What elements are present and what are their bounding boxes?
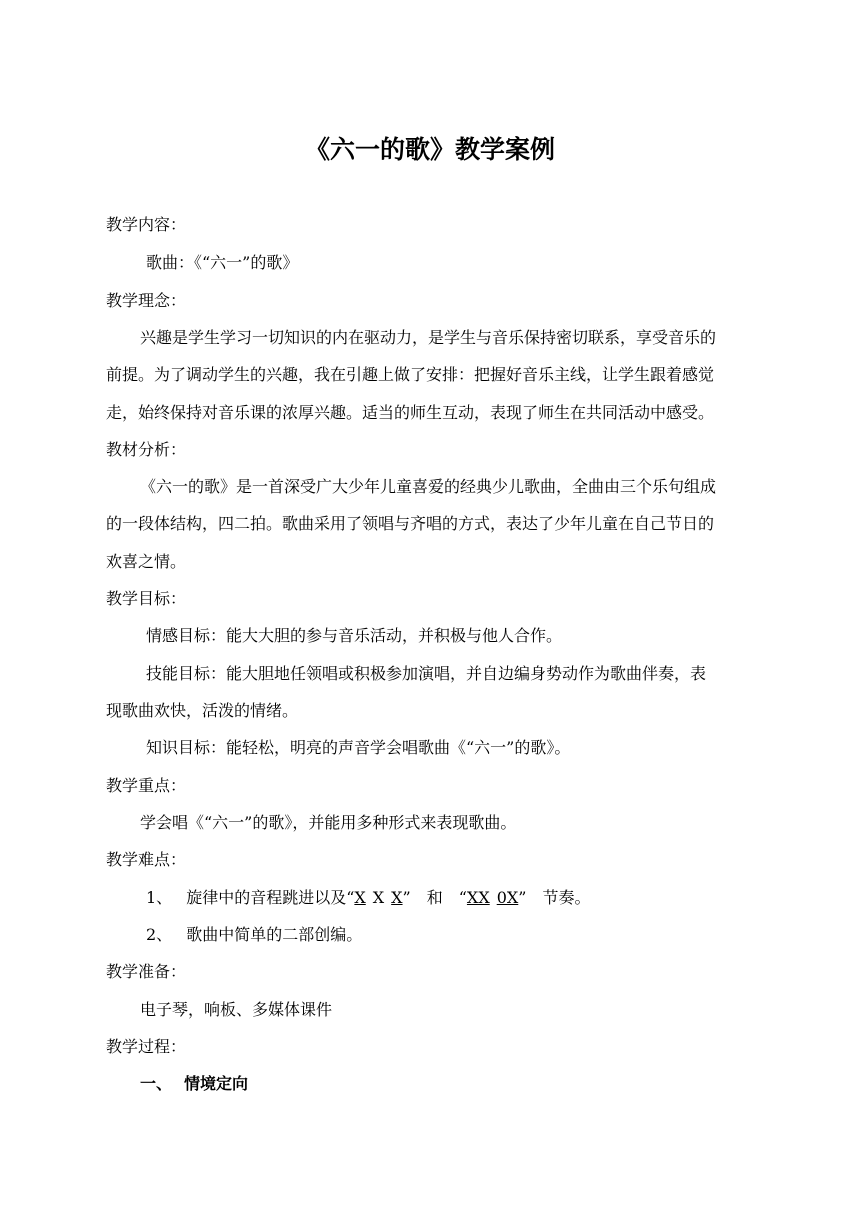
process-step-title: 情境定向 — [184, 1074, 249, 1093]
rhythm-note: X — [372, 888, 385, 907]
document-title: 《六一的歌》教学案例 — [304, 135, 555, 164]
list-number: 1、 — [146, 888, 173, 907]
difficulty-heading: 教学难点： — [106, 850, 187, 869]
content-song: 歌曲：《“六一”的歌》 — [146, 253, 299, 272]
philosophy-heading: 教学理念： — [106, 291, 187, 310]
philosophy-line: 走，始终保持对音乐课的浓厚兴趣。适当的师生互动，表现了师生在共同活动中感受。 — [106, 403, 715, 422]
philosophy-line: 前提。为了调动学生的兴趣，我在引趣上做了安排：把握好音乐主线，让学生跟着感觉 — [106, 365, 715, 384]
difficulty-text: ” 和 “ — [402, 888, 467, 907]
rhythm-note: 0X — [496, 888, 519, 907]
difficulty-item-2 — [146, 923, 362, 947]
content-heading: 教学内容： — [106, 215, 187, 234]
analysis-line: 《六一的歌》是一首深受广大少年儿童喜爱的经典少儿歌曲，全曲由三个乐句组成 — [140, 477, 717, 496]
process-step-1 — [140, 1072, 248, 1096]
rhythm-note: XX — [466, 888, 490, 907]
difficulty-text: 旋律中的音程跳进以及“ — [186, 888, 355, 907]
analysis-line: 欢喜之情。 — [106, 552, 187, 571]
prep-heading: 教学准备： — [106, 962, 187, 981]
key-heading: 教学重点： — [106, 776, 187, 795]
difficulty-text: 歌曲中简单的二部创编。 — [186, 925, 363, 944]
philosophy-line: 兴趣是学生学习一切知识的内在驱动力，是学生与音乐保持密切联系，享受音乐的 — [140, 328, 717, 347]
goal-knowledge: 知识目标：能轻松，明亮的声音学会唱歌曲《“六一”的歌》。 — [146, 738, 571, 757]
difficulty-text: ” 节奏。 — [518, 888, 591, 907]
key-text: 学会唱《“六一”的歌》，并能用多种形式来表现歌曲。 — [140, 813, 517, 832]
rhythm-note: X — [354, 888, 366, 907]
list-number: 一、 — [140, 1074, 173, 1093]
prep-text: 电子琴，响板、多媒体课件 — [140, 1000, 333, 1019]
goal-emotion: 情感目标：能大大胆的参与音乐活动，并积极与他人合作。 — [146, 626, 563, 645]
rhythm-note: X — [391, 888, 403, 907]
process-heading: 教学过程： — [106, 1037, 187, 1056]
list-number: 2、 — [146, 925, 173, 944]
goal-skill-line: 现歌曲欢快，活泼的情绪。 — [106, 701, 299, 720]
analysis-line: 的一段体结构，四二拍。歌曲采用了领唱与齐唱的方式，表达了少年儿童在自己节日的 — [106, 514, 715, 533]
analysis-heading: 教材分析： — [106, 440, 187, 459]
goal-skill-line: 技能目标：能大胆地任领唱或积极参加演唱，并自边编身势动作为歌曲伴奏，表 — [146, 664, 707, 683]
goals-heading: 教学目标： — [106, 589, 187, 608]
difficulty-item-1 — [146, 886, 590, 910]
